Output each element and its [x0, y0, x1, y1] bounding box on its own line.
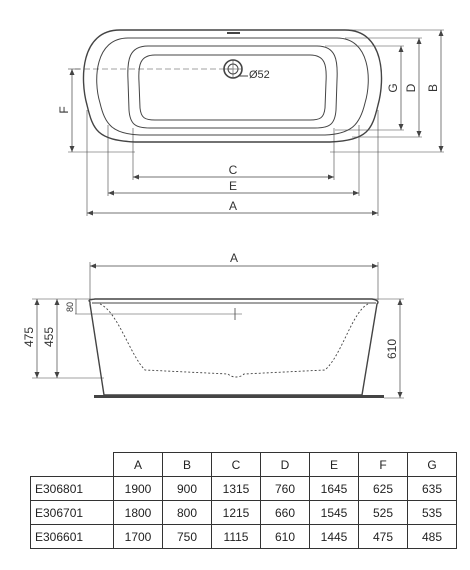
table-header-b: B — [163, 453, 212, 477]
top-view — [68, 30, 444, 216]
arrow-d-bottom — [417, 131, 422, 137]
table-header-d: D — [261, 453, 310, 477]
table-cell: 1545 — [310, 501, 359, 525]
arrow-a-top-left — [87, 211, 93, 216]
tub-basin-floor — [139, 55, 326, 120]
table-header-c: C — [212, 453, 261, 477]
dim-label-g: G — [386, 83, 400, 93]
arrow-610-top — [398, 299, 403, 305]
table-corner-cell — [31, 453, 114, 477]
table-cell: 485 — [408, 525, 457, 549]
tub-side-body — [89, 299, 378, 395]
arrow-f-bottom — [70, 146, 75, 152]
arrow-d-top — [417, 38, 422, 44]
table-cell: 525 — [359, 501, 408, 525]
table-header-g: G — [408, 453, 457, 477]
model-code: E306701 — [31, 501, 114, 525]
tub-side-basin — [100, 304, 368, 377]
table-header-row — [31, 453, 457, 477]
arrow-b-top — [439, 30, 444, 36]
dim-label-b: B — [426, 83, 440, 93]
arrow-610-bottom — [398, 392, 403, 398]
table-cell: 1700 — [114, 525, 163, 549]
dim-label-a-top: A — [228, 199, 238, 213]
table-cell: 1900 — [114, 477, 163, 501]
table-cell: 475 — [359, 525, 408, 549]
dim-label-a-side: A — [229, 251, 239, 265]
table-row — [31, 501, 457, 525]
table-cell: 900 — [163, 477, 212, 501]
arrow-g-bottom — [399, 124, 404, 130]
arrow-475-top — [35, 299, 40, 305]
table-cell: 1215 — [212, 501, 261, 525]
side-view — [32, 262, 404, 398]
table-header-a: A — [114, 453, 163, 477]
dim-label-e: E — [228, 179, 238, 193]
arrow-e-left — [108, 191, 114, 196]
tub-side-base — [94, 395, 384, 398]
arrow-c-right — [328, 175, 334, 180]
table-cell: 1115 — [212, 525, 261, 549]
arrow-e-right — [353, 191, 359, 196]
table-cell: 1800 — [114, 501, 163, 525]
dim-label-c: C — [228, 163, 238, 177]
table-cell: 625 — [359, 477, 408, 501]
arrow-c-left — [133, 175, 139, 180]
dim-label-80: 80 — [65, 301, 75, 313]
table-cell: 1645 — [310, 477, 359, 501]
table-cell: 1315 — [212, 477, 261, 501]
dim-label-610: 610 — [385, 338, 399, 360]
dim-label-475: 475 — [22, 326, 36, 348]
table-row — [31, 525, 457, 549]
model-code: E306601 — [31, 525, 114, 549]
arrow-f-top — [70, 69, 75, 75]
arrow-a-side-left — [90, 264, 96, 269]
arrow-g-top — [399, 46, 404, 52]
table-cell: 800 — [163, 501, 212, 525]
tub-basin-outline — [128, 46, 337, 128]
table-cell: 610 — [261, 525, 310, 549]
table-cell: 535 — [408, 501, 457, 525]
dimensions-table — [30, 452, 457, 549]
dim-label-d: D — [404, 83, 418, 93]
arrow-475-bottom — [35, 372, 40, 378]
table-cell: 660 — [261, 501, 310, 525]
table-cell: 635 — [408, 477, 457, 501]
table-row — [31, 477, 457, 501]
arrow-b-bottom — [439, 146, 444, 152]
arrow-455-bottom — [55, 372, 60, 378]
table-cell: 1445 — [310, 525, 359, 549]
arrow-455-top — [55, 299, 60, 305]
dim-label-drain: Ø52 — [249, 69, 270, 81]
dim-label-f: F — [57, 106, 71, 114]
model-code: E306801 — [31, 477, 114, 501]
table-cell: 750 — [163, 525, 212, 549]
dim-label-455: 455 — [42, 326, 56, 348]
arrow-a-side-right — [372, 264, 378, 269]
table-cell: 760 — [261, 477, 310, 501]
table-header-e: E — [310, 453, 359, 477]
table-header-f: F — [359, 453, 408, 477]
arrow-a-top-right — [372, 211, 378, 216]
